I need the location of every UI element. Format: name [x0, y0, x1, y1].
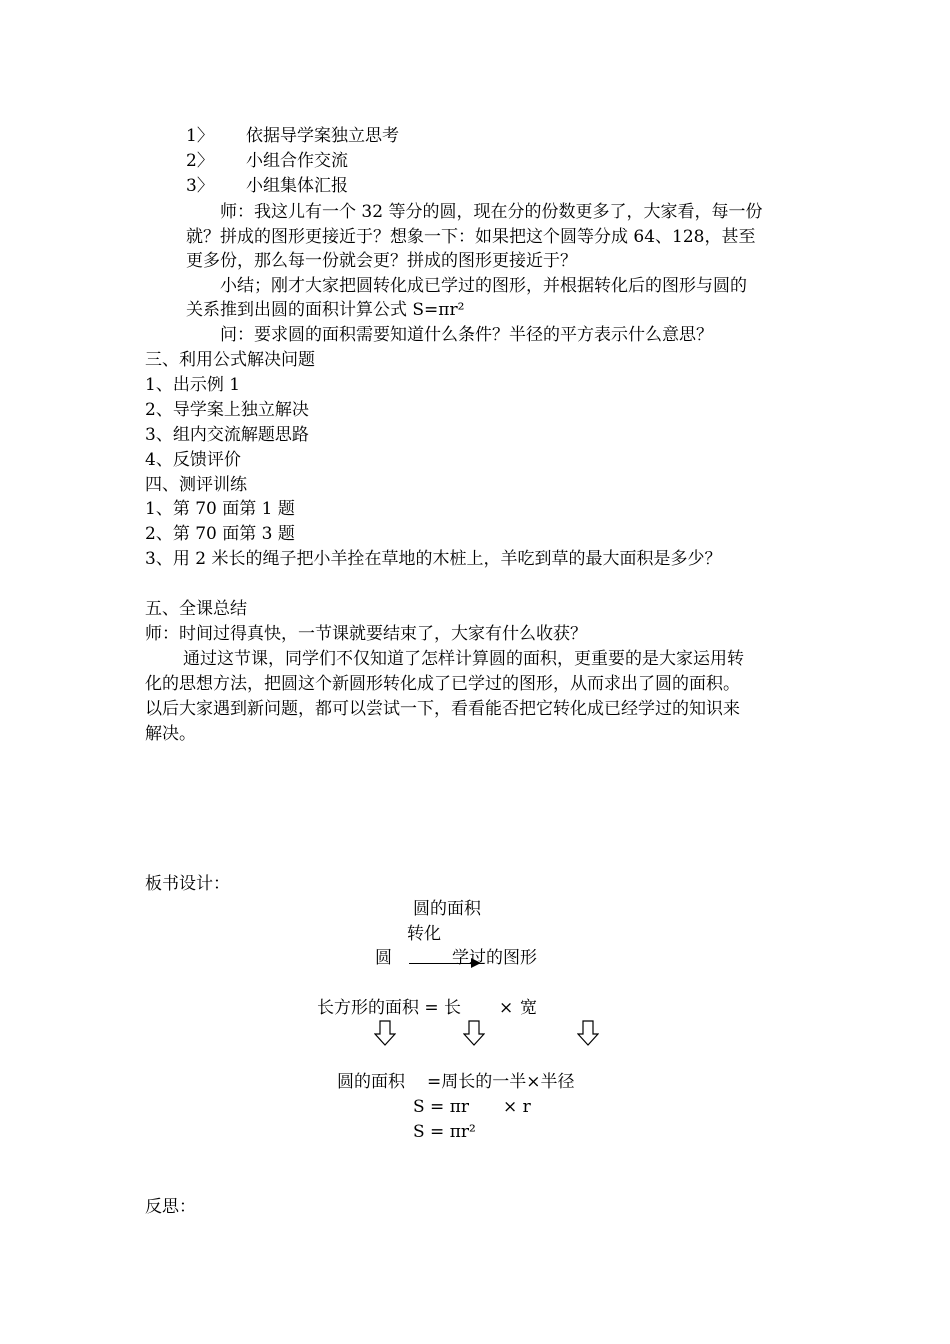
- section-5-para-line-2: 化的思想方法，把圆这个新圆形转化成了已学过的图形，从而求出了圆的面积。: [145, 674, 740, 694]
- section-3-heading: 三、利用公式解决问题: [145, 350, 315, 370]
- down-arrow-icon: [374, 1020, 396, 1046]
- section-5-heading: 五、全课总结: [145, 599, 247, 619]
- section-5-para-line-1: 通过这节课，同学们不仅知道了怎样计算圆的面积，更重要的是大家运用转: [183, 649, 744, 669]
- down-arrow-icon: [577, 1020, 599, 1046]
- section-3-item-4: 4、反馈评价: [145, 450, 241, 470]
- formula-s-line-2: S = πr²: [413, 1122, 476, 1142]
- formula-s-line-1-right: × r: [503, 1097, 531, 1117]
- section-4-heading: 四、测评训练: [145, 475, 247, 495]
- circle-area-label: 圆的面积: [337, 1072, 405, 1092]
- board-title: 圆的面积: [413, 899, 481, 919]
- section-5-teacher: 师：时间过得真快，一节课就要结束了，大家有什么收获？: [145, 624, 587, 644]
- section-5-para-line-4: 解决。: [145, 724, 196, 744]
- circle-area-formula: =周长的一半×半径: [427, 1072, 575, 1092]
- rect-times-sign: ×: [499, 998, 514, 1018]
- section-4-item-2: 2、第 70 面第 3 题: [145, 524, 295, 544]
- section-3-item-3: 3、组内交流解题思路: [145, 425, 309, 445]
- board-label: 板书设计：: [145, 874, 230, 894]
- rect-width: 宽: [520, 998, 537, 1018]
- summary-para-line-1: 小结；刚才大家把圆转化成已学过的图形，并根据转化后的图形与圆的: [220, 276, 747, 296]
- step-3-text: 小组集体汇报: [246, 176, 348, 196]
- section-4-item-1: 1、第 70 面第 1 题: [145, 499, 295, 519]
- down-arrow-icon: [463, 1020, 485, 1046]
- section-3-item-2: 2、导学案上独立解决: [145, 400, 309, 420]
- question-line: 问：要求圆的面积需要知道什么条件？半径的平方表示什么意思？: [220, 325, 713, 345]
- section-4-item-3: 3、用 2 米长的绳子把小羊拴在草地的木桩上，羊吃到草的最大面积是多少？: [145, 549, 722, 569]
- step-1-number: 1〉: [186, 126, 214, 146]
- section-5-para-line-3: 以后大家遇到新问题，都可以尝试一下，看看能否把它转化成已经学过的知识来: [145, 699, 740, 719]
- teacher-para-line-3: 更多份，那么每一份就会更？拼成的图形更接近于？: [186, 251, 577, 271]
- board-transform-label: 转化: [407, 924, 441, 944]
- summary-para-line-2: 关系推到出圆的面积计算公式 S=πr²: [186, 300, 465, 320]
- teacher-para-line-2: 就？拼成的图形更接近于？想象一下：如果把这个圆等分成 64、128，甚至: [186, 227, 756, 247]
- board-circle: 圆: [375, 948, 392, 968]
- teacher-para-line-1: 师：我这儿有一个 32 等分的圆，现在分的份数更多了，大家看，每一份: [220, 202, 763, 222]
- board-learned-shape: 学过的图形: [452, 948, 537, 968]
- formula-s-line-1-left: S = πr: [413, 1097, 469, 1117]
- step-1-text: 依据导学案独立思考: [246, 126, 399, 146]
- step-2-number: 2〉: [186, 151, 214, 171]
- rect-area-formula: 长方形的面积 = 长: [317, 998, 462, 1018]
- step-2-text: 小组合作交流: [246, 151, 348, 171]
- section-3-item-1: 1、出示例 1: [145, 375, 241, 395]
- reflection-label: 反思：: [145, 1197, 196, 1217]
- step-3-number: 3〉: [186, 176, 214, 196]
